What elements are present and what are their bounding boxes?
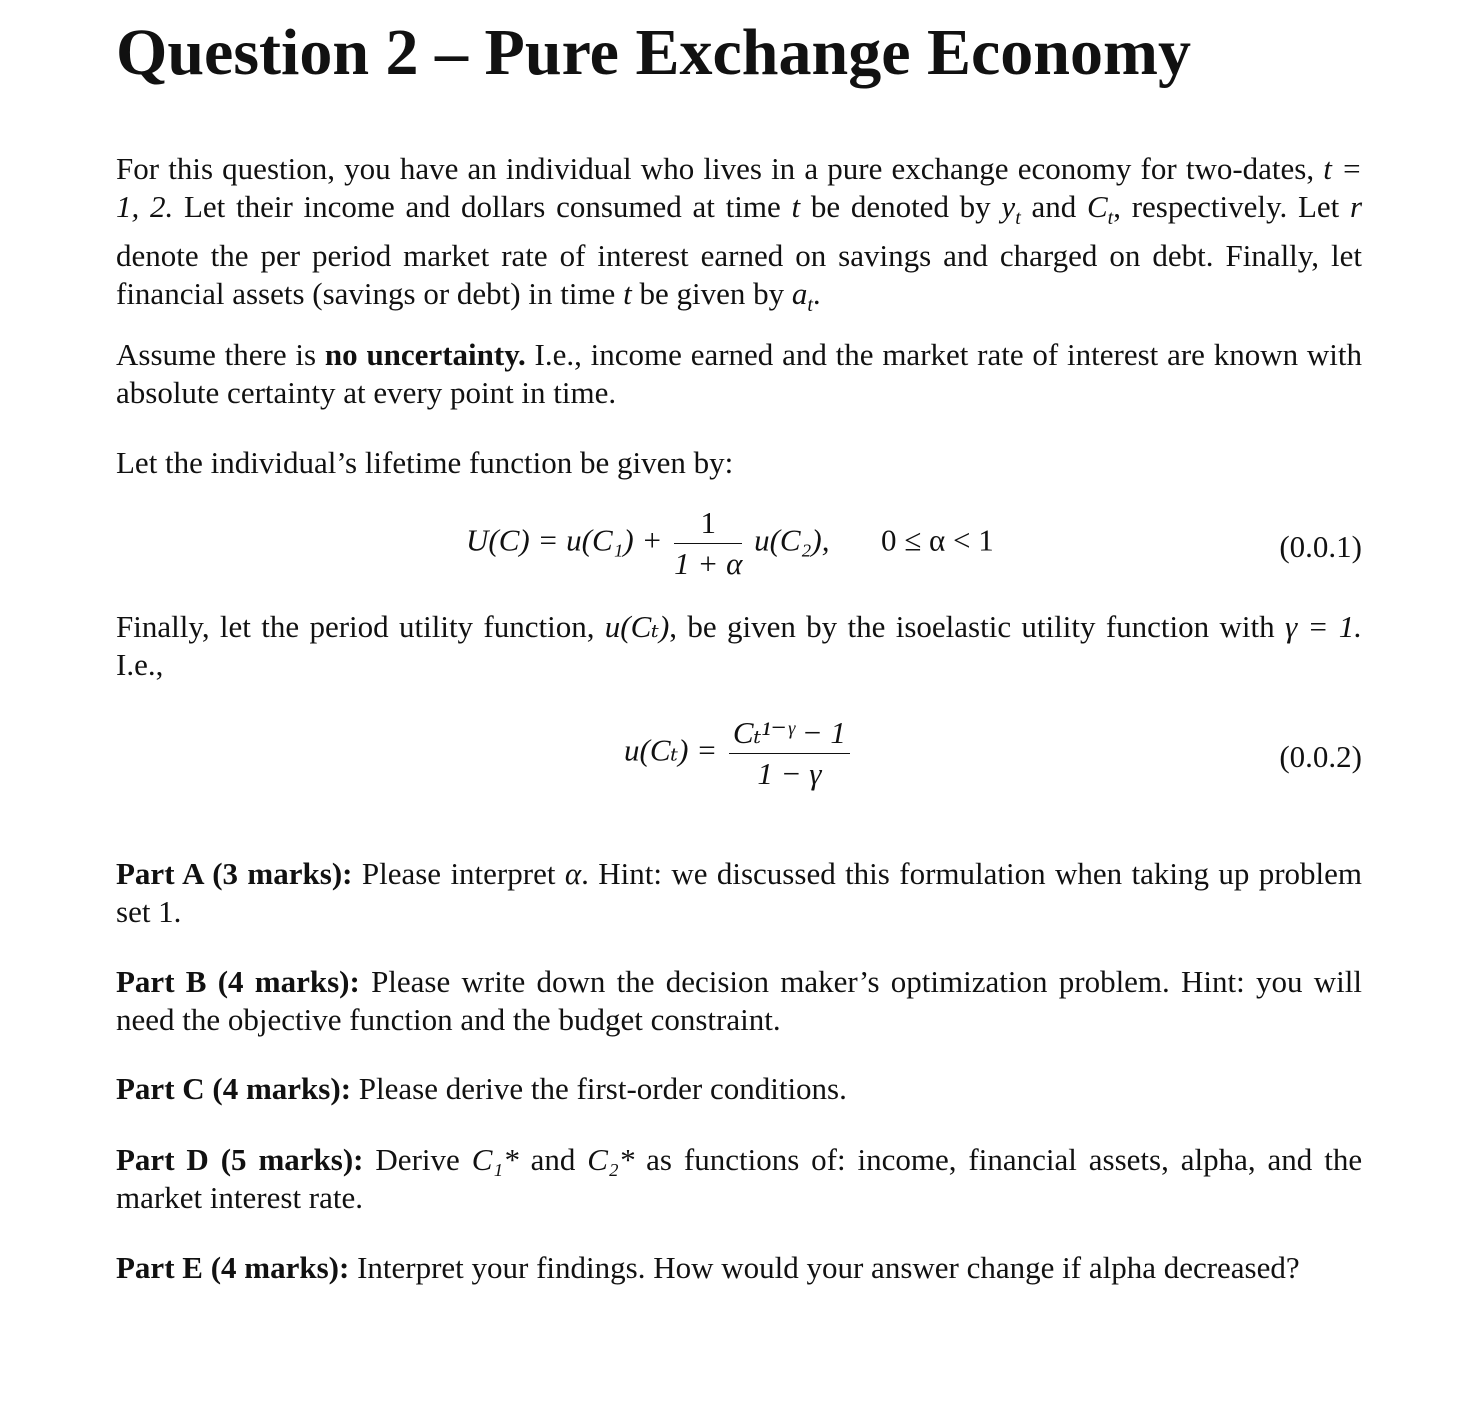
part-a: Part A (3 marks): Please interpret α. Hint: we discussed this formulation when taking up problem set 1.: [116, 856, 1363, 929]
eq1-label: (0.0.1): [1279, 529, 1362, 564]
eq1-condition: 0 ≤ α < 1: [880, 522, 994, 558]
eq1-rhs: u(C₂),: [754, 522, 830, 558]
part-b: Part B (4 marks): Please write down the decision maker’s optimization problem. Hint: you will need the objective function and the budget constraint.: [116, 964, 1362, 1037]
lifetime-lead: Let the individual’s lifetime function be given by:: [116, 445, 734, 480]
eq2-lhs: u(Cₜ) =: [624, 732, 718, 768]
assumption-paragraph: Assume there is no uncertainty. I.e., income earned and the market rate of interest are known with absolute certainty at every point in time.: [116, 337, 1362, 410]
question-title: Question 2 – Pure Exchange Economy: [116, 16, 1191, 89]
equation-0-0-1: [116, 505, 1362, 595]
intro-paragraph: For this question, you have an individual who lives in a pure exchange economy for two-dates, t = 1, 2. Let their income and dollars consumed at time t be denoted by $y_t$ and $C_t$, respectively. Let r denote the per period market rate of interest earned on savings and charged on debt. Finally, let financial assets (savings or debt) in time t be given by $a_t$.: [116, 151, 1363, 317]
eq2-label: (0.0.2): [1279, 739, 1362, 774]
period-utility-paragraph: Finally, let the period utility function, u(Cₜ), be given by the isoelastic utility function with γ = 1. I.e.,: [116, 609, 1363, 682]
eq1-fraction: $\frac{1}{1 + \alpha}$: [674, 505, 743, 581]
part-d: Part D (5 marks): Derive C₁* and C₂* as functions of: income, financial assets, alpha, and the market interest rate.: [116, 1142, 1363, 1215]
eq1-lhs: U(C) = u(C₁) +: [466, 522, 663, 558]
equation-0-0-2: [116, 715, 1362, 805]
part-e: Part E (4 marks): Interpret your findings. How would your answer change if alpha decreased?: [116, 1250, 1300, 1285]
eq2-fraction: $\frac{\text{Cₜ¹⁻ᵞ − 1}}{1 - \gamma}$: [729, 715, 850, 792]
part-c: Part C (4 marks): Please derive the first-order conditions.: [116, 1071, 847, 1106]
